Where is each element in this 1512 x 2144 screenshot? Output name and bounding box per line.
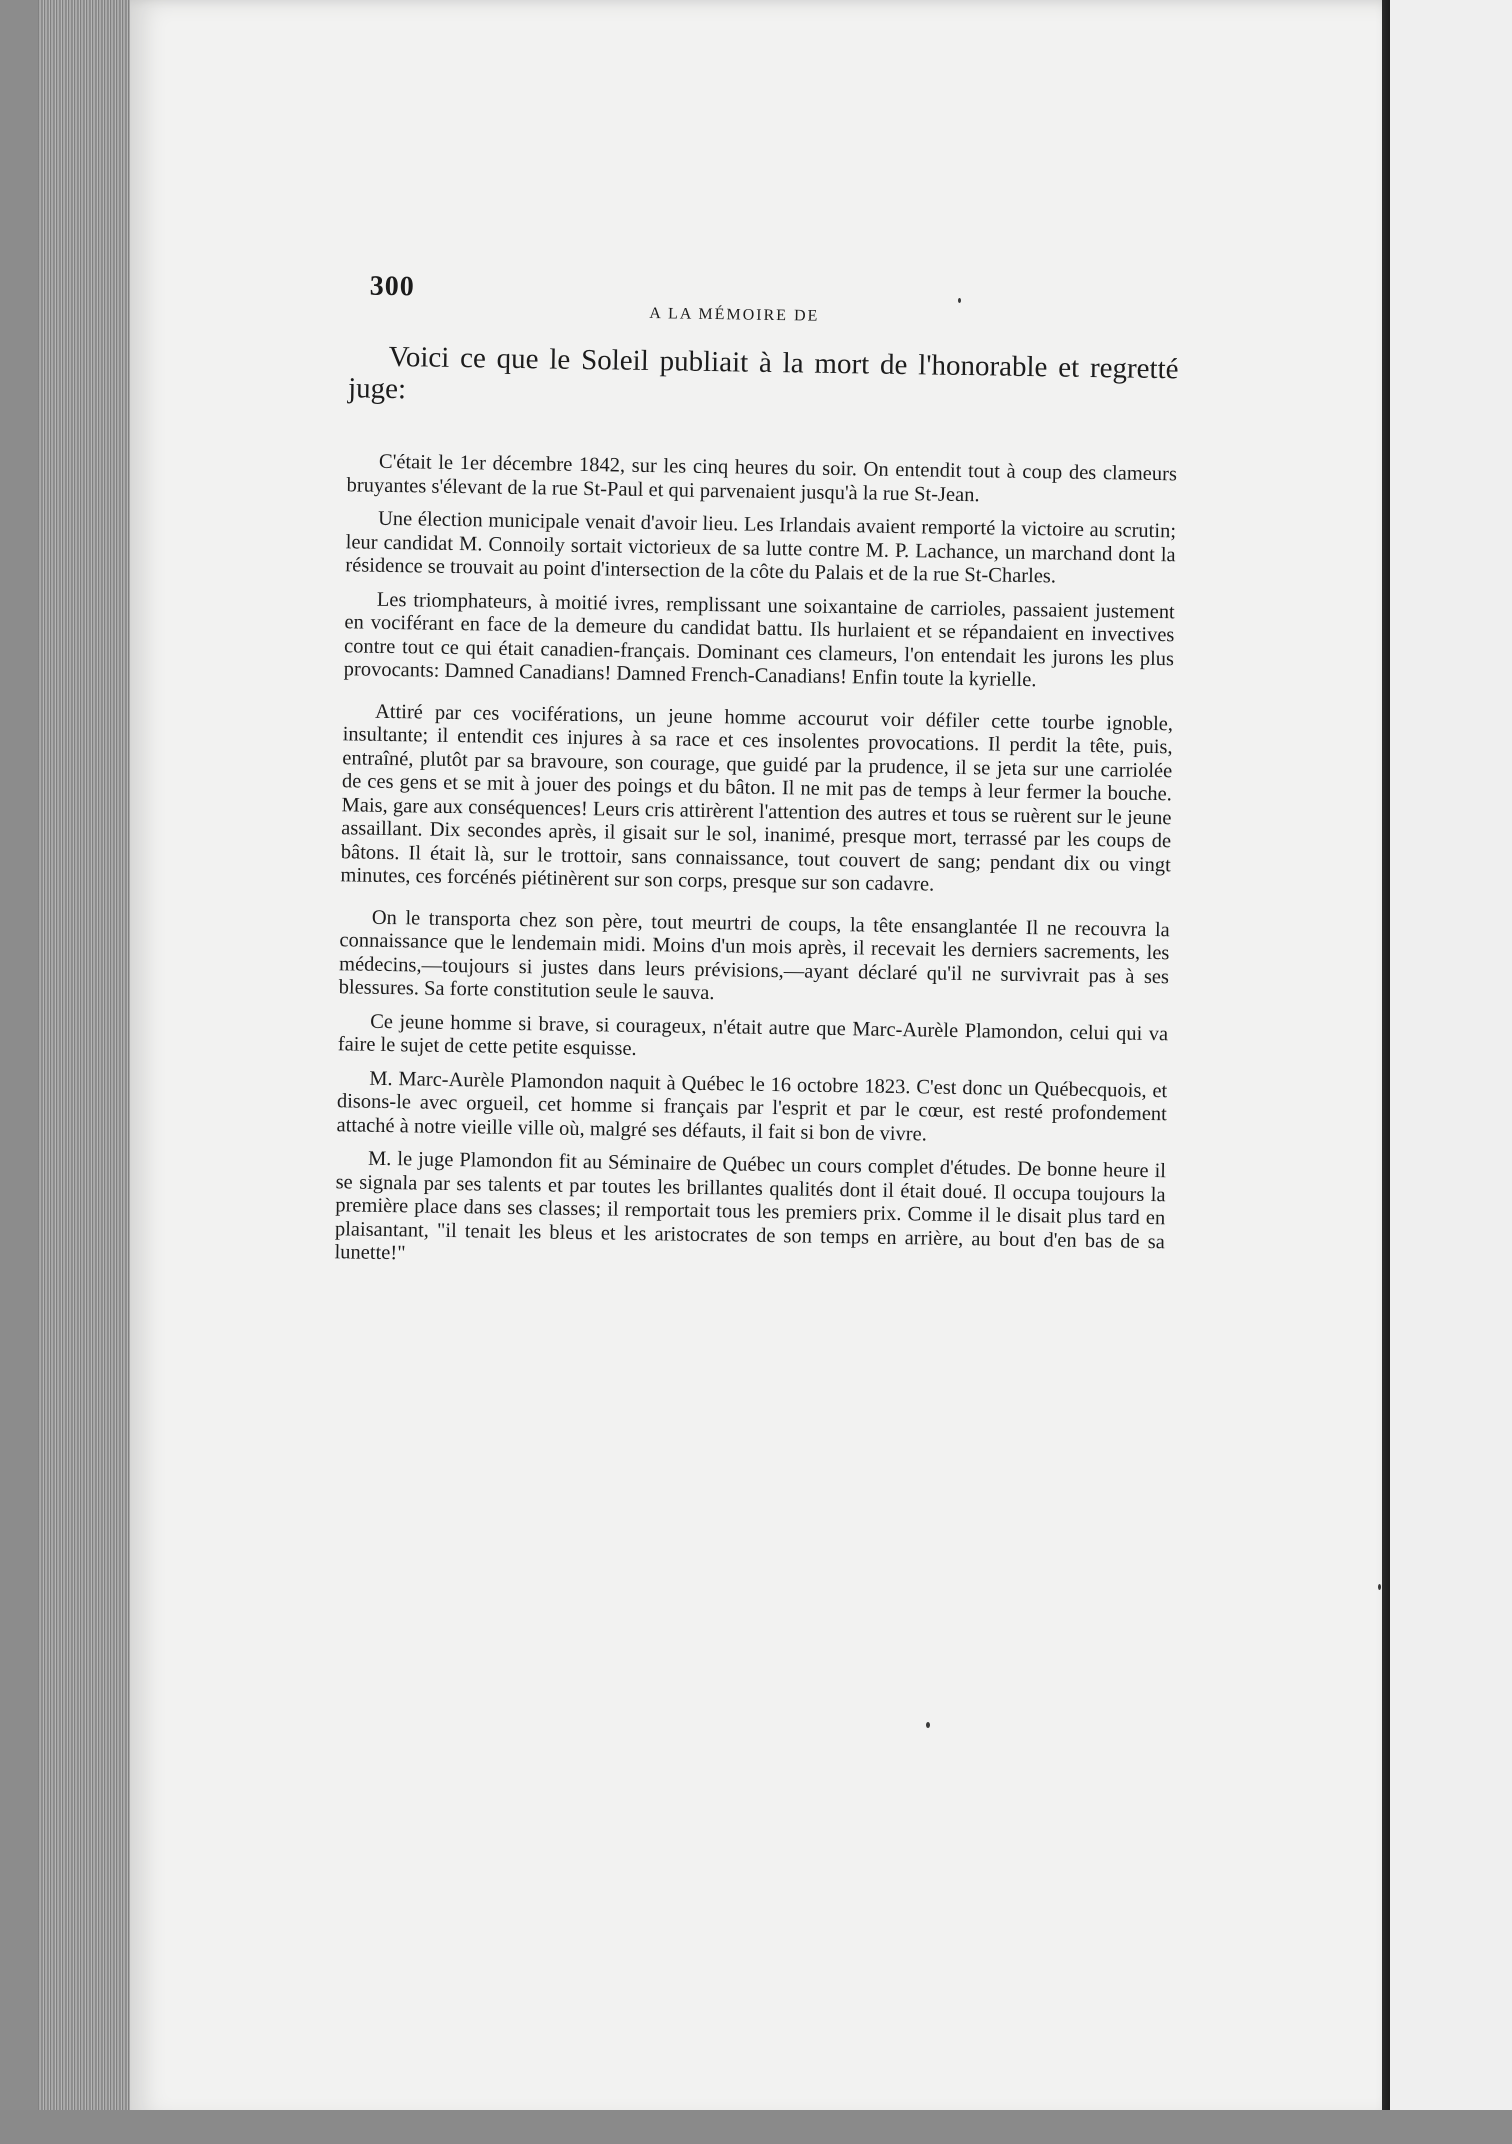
dust-speck: [1378, 1584, 1381, 1590]
paragraph: Ce jeune homme si brave, si courageux, n'était autre que Marc-Aurèle Plamondon, celui qui va faire le sujet de cette petite esquisse.: [337, 1010, 1169, 1060]
intro-paragraph: Voici ce que le Soleil publiait à la mort de l'honorable et regretté juge:: [347, 340, 1179, 406]
running-head: A LA MÉMOIRE DE: [649, 305, 820, 325]
facing-page: [1390, 0, 1512, 2144]
paragraph: On le transporta chez son père, tout meurtri de coups, la tête ensanglantée Il ne recouvra la connaissance que le lendemain midi. Moins d'un mois après, il recevait les derniers sacrements, les médecins,—toujours si justes dans leurs prévisions,—ayant déclaré qu'il ne survivrait pas à ses blessures. Sa forte constitution seule le sauva.: [338, 906, 1170, 1005]
paragraph: M. le juge Plamondon fit au Séminaire de Québec un cours complet d'études. De bonne heure il se signala par ses talents et par toutes les brillantes qualités dont il était doué. Il occupa toujours la première place dans ses classes; il remportait tous les premiers prix. Comme il le disait plus tard en plaisantant, "il tenait les bleus et les aristocrates de son temps en arrière, au bout d'en bas de sa lunette!": [334, 1147, 1167, 1265]
paragraph: Une élection municipale venait d'avoir lieu. Les Irlandais avaient remporté la victoire au scrutin; leur candidat M. Connoily sortait victorieux de sa lutte contre M. P. Lachance, un marchand dont la résidence se trouvait au point d'intersection de la côte du Palais et de la rue St-Charles.: [345, 507, 1177, 588]
paragraph: Attiré par ces vociférations, un jeune homme accourut voir défiler cette tourbe ignoble, insultante; il entendit ces injures à sa race et ces insolentes provocations. Il perdit la tête, puis, entraîné, plutôt par sa bravoure, son courage, que guidé par la prudence, il se jeta sur une carriolée de ces gens et se mit à jouer des poings et du bâton. Il ne mit pas de temps à leur fermer la bouche. Mais, gare aux conséquences! Leurs cris attirèrent l'attention des autres et tous se ruèrent sur le jeune assaillant. Dix secondes après, il gisait sur le sol, inanimé, presque mort, terrassé par les coups de bâtons. Il était là, sur le trottoir, sans connaissance, tout couvert de sang; pendant dix ou vingt minutes, ces forcénés piétinèrent sur son corps, presque sur son cadavre.: [340, 700, 1174, 896]
dust-speck: [926, 1722, 930, 1728]
quoted-article: [334, 450, 1177, 1287]
dust-speck: [958, 298, 961, 303]
paragraph: M. Marc-Aurèle Plamondon naquit à Québec le 16 octobre 1823. C'est donc un Québecquois, et disons-le avec orgueil, cet homme si français par l'esprit et par le cœur, est resté profondement attaché à notre vieille ville où, malgré ses défauts, il fait si bon de vivre.: [336, 1067, 1168, 1145]
scan-bottom-edge: [0, 2110, 1512, 2144]
page-number: 300: [369, 270, 415, 303]
paragraph: C'était le 1er décembre 1842, sur les cinq heures du soir. On entendit tout à coup des clameurs bruyantes s'élevant de la rue St-Paul et qui parvenaient jusqu'à la rue St-Jean.: [346, 450, 1178, 506]
paragraph: Les triomphateurs, à moitié ivres, remplissant une soixantaine de carrioles, passaient justement en vociférant en face de la demeure du candidat battu. Ils hurlaient et se répandaient en invectives contre tout ce qui était canadien-français. Dominant ces clameurs, l'on entendait les jurons les plus provocants: Damned Canadians! Damned French-Canadians! Enfin toute la kyrielle.: [343, 588, 1175, 692]
page-edges: [38, 0, 134, 2144]
